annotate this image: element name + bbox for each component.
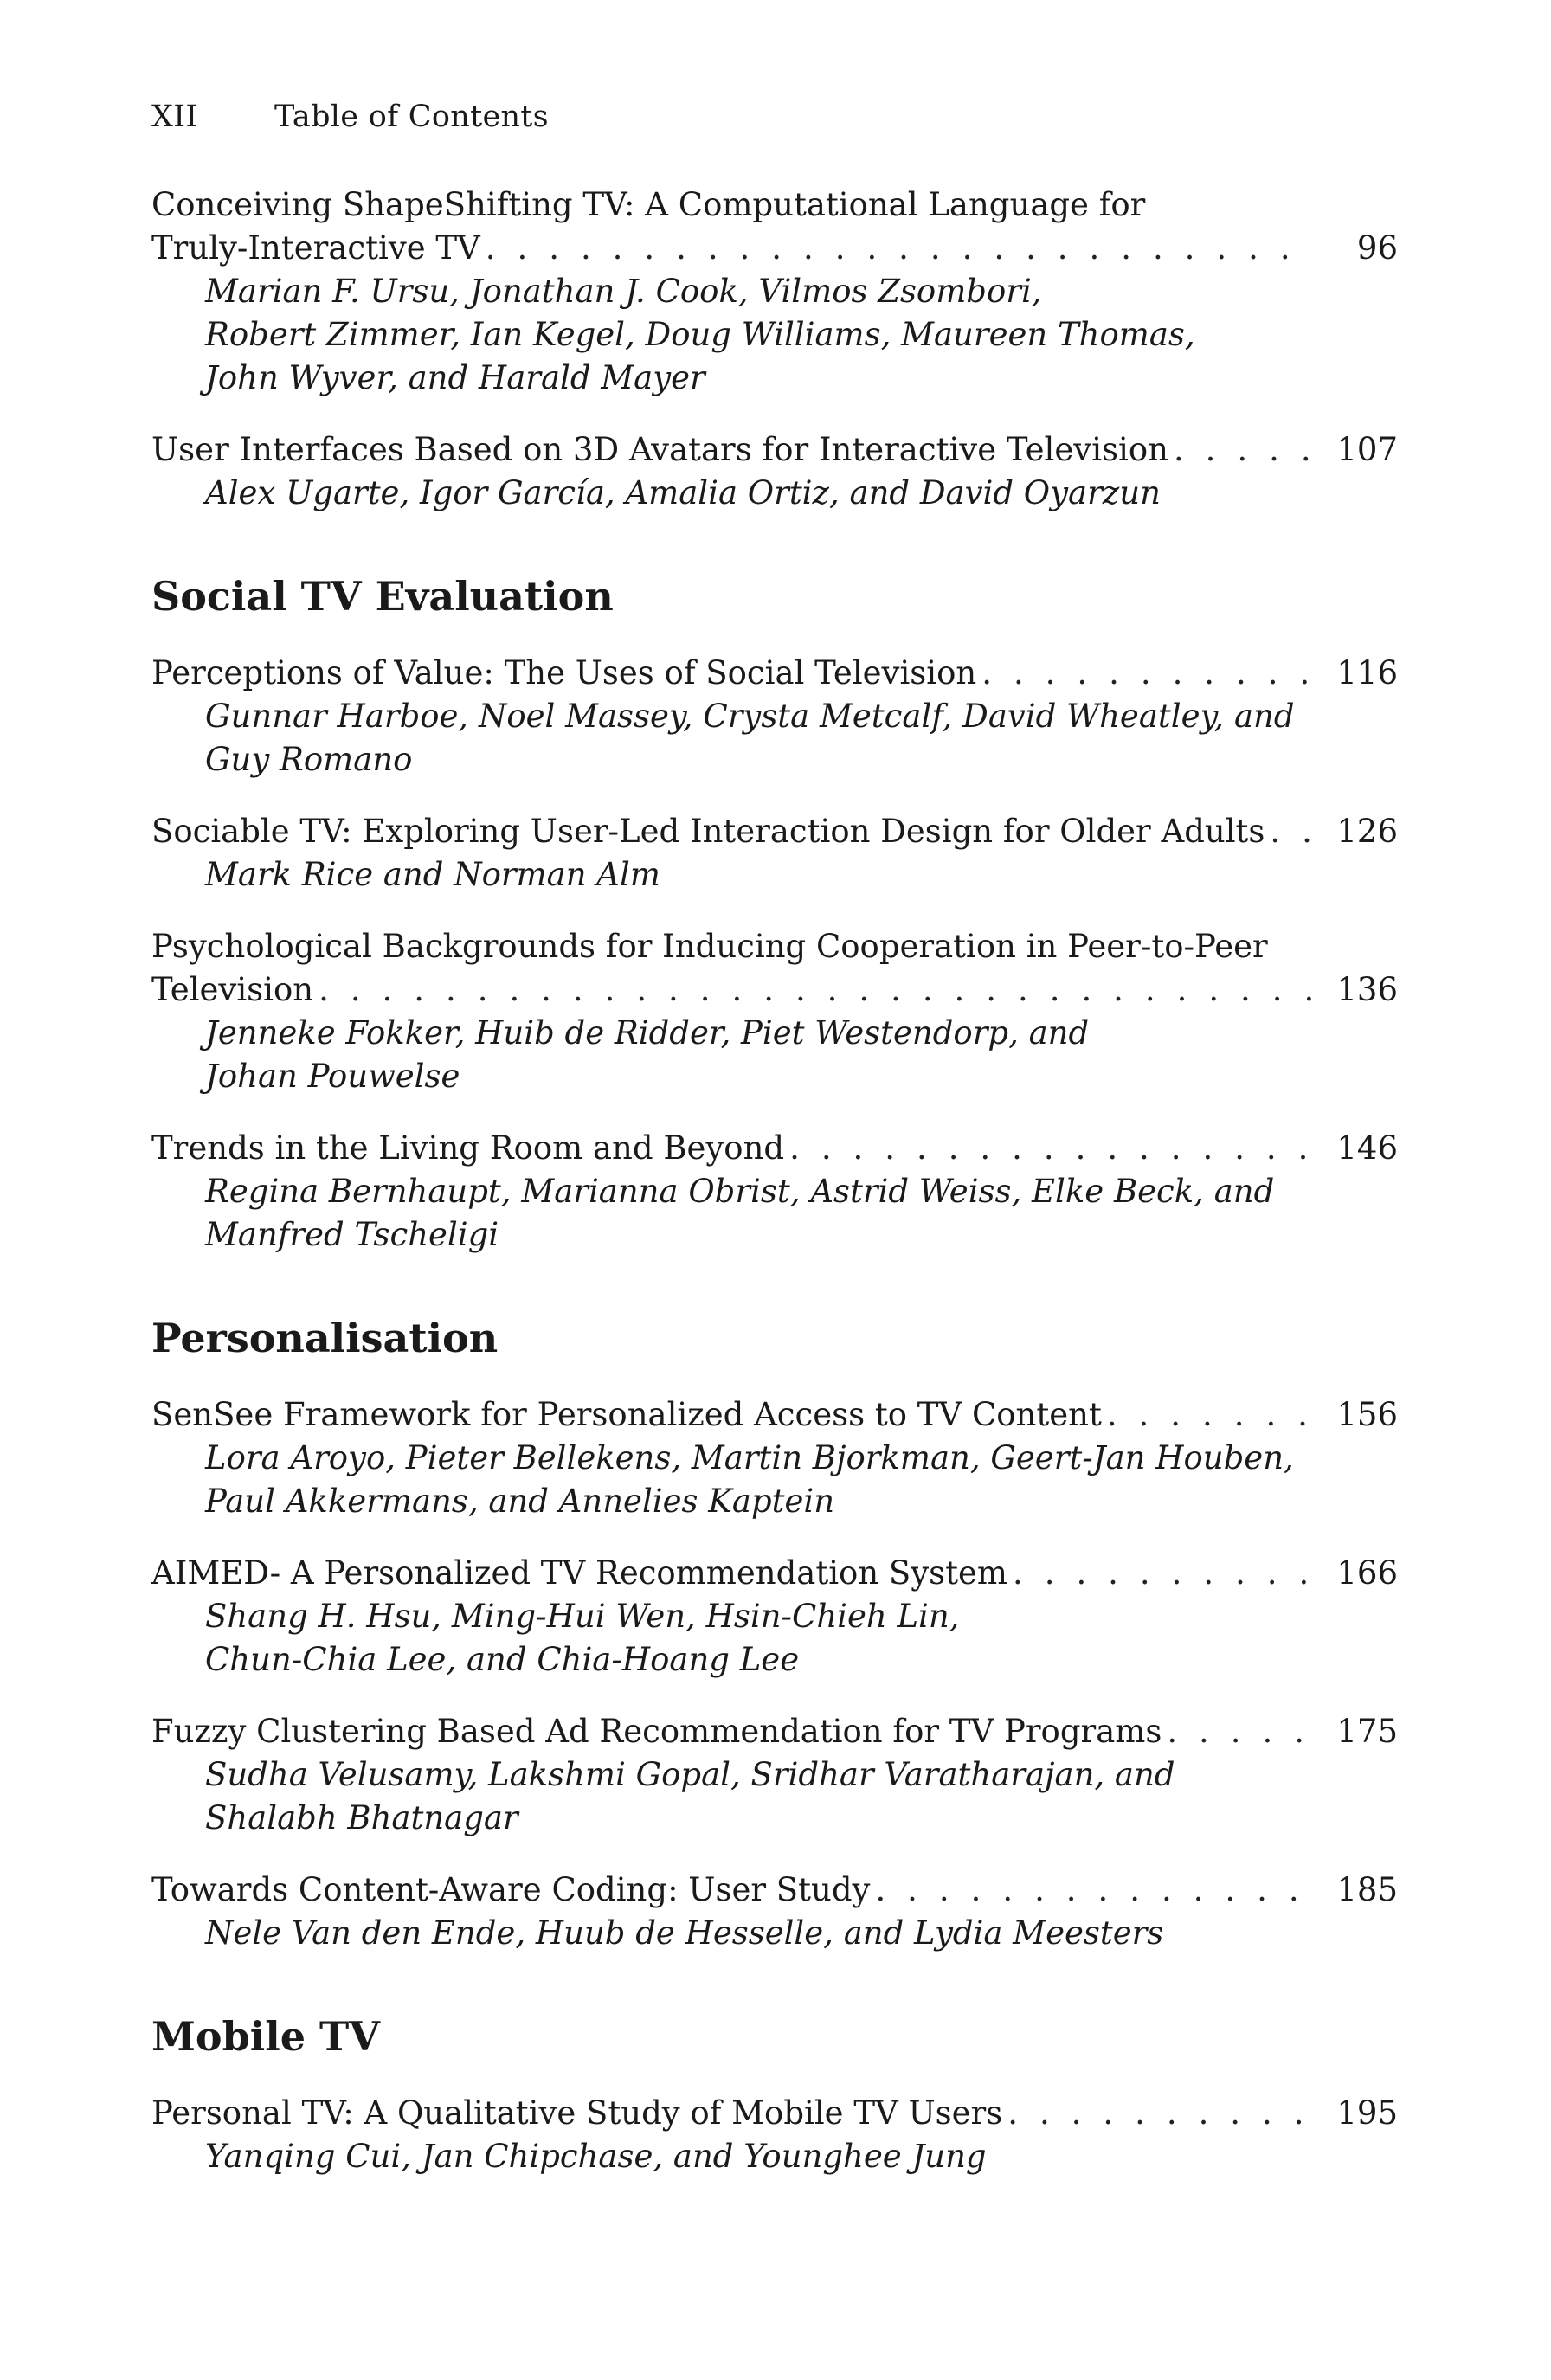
toc-entry[interactable] <box>151 1710 1398 1840</box>
entry-page-number: 166 <box>1336 1554 1398 1592</box>
toc-entry[interactable] <box>151 1127 1398 1257</box>
entry-title: Trends in the Living Room and Beyond <box>151 1129 785 1167</box>
dot-leader <box>1167 1710 1315 1753</box>
entry-title-line <box>151 227 1398 270</box>
entry-title: Psychological Backgrounds for Inducing Cooperation in Peer-to-Peer <box>151 928 1268 965</box>
entry-title-line <box>151 1552 1398 1595</box>
entry-title: Truly-Interactive TV <box>151 229 480 267</box>
toc-entry[interactable] <box>151 1393 1398 1523</box>
entry-title-line <box>151 925 1398 968</box>
entry-authors: Jenneke Fokker, Huib de Ridder, Piet Westendorp, and <box>205 1014 1090 1052</box>
section-heading: Mobile TV <box>151 2013 380 2060</box>
dot-leader <box>981 652 1315 695</box>
dot-leader <box>1270 810 1315 853</box>
entry-authors: John Wyver, and Harald Mayer <box>205 359 705 396</box>
entry-authors: Robert Zimmer, Ian Kegel, Doug Williams, Maureen Thomas, <box>205 316 1195 353</box>
entry-page-number: 116 <box>1336 654 1398 691</box>
toc-entry[interactable] <box>151 183 1398 400</box>
entry-page-number: 126 <box>1336 813 1398 850</box>
entry-title-line <box>151 1393 1398 1437</box>
entry-page-number: 185 <box>1336 1871 1398 1908</box>
section-heading: Personalisation <box>151 1315 499 1361</box>
entry-title: Conceiving ShapeShifting TV: A Computational Language for <box>151 186 1146 223</box>
toc-entry[interactable] <box>151 925 1398 1098</box>
entry-title-line <box>151 652 1398 695</box>
entry-authors: Gunnar Harboe, Noel Massey, Crysta Metcalf, David Wheatley, and <box>205 698 1295 735</box>
entry-page-number: 146 <box>1336 1129 1398 1167</box>
entry-title-line <box>151 2092 1398 2135</box>
entry-title: SenSee Framework for Personalized Access to TV Content <box>151 1396 1102 1433</box>
entry-title-line <box>151 1710 1398 1753</box>
running-header <box>151 97 549 137</box>
entry-authors: Johan Pouwelse <box>205 1058 460 1095</box>
entry-title: Television <box>151 971 314 1008</box>
entry-authors: Chun-Chia Lee, and Chia-Hoang Lee <box>205 1641 800 1678</box>
entry-title-line <box>151 428 1398 472</box>
entry-page-number: 107 <box>1336 431 1398 468</box>
dot-leader <box>875 1869 1315 1912</box>
entry-title: Perceptions of Value: The Uses of Social Television <box>151 654 977 691</box>
entry-authors: Yanqing Cui, Jan Chipchase, and Younghee Jung <box>205 2138 987 2175</box>
entry-authors: Marian F. Ursu, Jonathan J. Cook, Vilmos Zsombori, <box>205 273 1042 310</box>
entry-authors: Nele Van den Ende, Huub de Hesselle, and Lydia Meesters <box>205 1914 1164 1952</box>
entry-page-number: 195 <box>1336 2094 1398 2132</box>
entry-title: Personal TV: A Qualitative Study of Mobile TV Users <box>151 2094 1003 2132</box>
entry-title: Towards Content-Aware Coding: User Study <box>151 1871 871 1908</box>
dot-leader <box>1013 1552 1315 1595</box>
entry-authors: Shang H. Hsu, Ming-Hui Wen, Hsin-Chieh Lin, <box>205 1598 960 1635</box>
toc-list <box>151 183 1398 2207</box>
entry-authors: Regina Bernhaupt, Marianna Obrist, Astrid Weiss, Elke Beck, and <box>205 1173 1275 1210</box>
entry-title-line <box>151 810 1398 853</box>
entry-title-line <box>151 1127 1398 1170</box>
dot-leader <box>789 1127 1315 1170</box>
entry-authors: Paul Akkermans, and Annelies Kaptein <box>205 1483 835 1520</box>
entry-title-line <box>151 968 1398 1012</box>
toc-entry[interactable] <box>151 810 1398 897</box>
entry-page-number: 96 <box>1356 229 1398 267</box>
toc-entry[interactable] <box>151 428 1398 515</box>
toc-entry[interactable] <box>151 652 1398 782</box>
toc-entry[interactable] <box>151 2092 1398 2178</box>
entry-authors: Guy Romano <box>205 741 413 778</box>
entry-title: AIMED- A Personalized TV Recommendation System <box>151 1554 1008 1592</box>
toc-entry[interactable] <box>151 1869 1398 1955</box>
entry-authors: Sudha Velusamy, Lakshmi Gopal, Sridhar Varatharajan, and <box>205 1756 1175 1793</box>
entry-title-line <box>151 183 1398 227</box>
dot-leader <box>486 227 1315 270</box>
page-number: XII <box>151 100 198 134</box>
entry-title: User Interfaces Based on 3D Avatars for Interactive Television <box>151 431 1168 468</box>
running-title: Table of Contents <box>274 100 549 134</box>
entry-authors: Manfred Tscheligi <box>205 1216 499 1253</box>
entry-authors: Alex Ugarte, Igor García, Amalia Ortiz, and David Oyarzun <box>205 474 1161 511</box>
dot-leader <box>1007 2092 1315 2135</box>
entry-title: Sociable TV: Exploring User-Led Interaction Design for Older Adults <box>151 813 1265 850</box>
entry-page-number: 156 <box>1336 1396 1398 1433</box>
dot-leader <box>1107 1393 1315 1437</box>
entry-page-number: 136 <box>1336 971 1398 1008</box>
entry-authors: Mark Rice and Norman Alm <box>205 856 660 893</box>
entry-authors: Lora Aroyo, Pieter Bellekens, Martin Bjorkman, Geert-Jan Houben, <box>205 1439 1294 1476</box>
entry-title-line <box>151 1869 1398 1912</box>
dot-leader <box>319 968 1315 1012</box>
entry-authors: Shalabh Bhatnagar <box>205 1799 518 1836</box>
toc-entry[interactable] <box>151 1552 1398 1682</box>
entry-page-number: 175 <box>1336 1713 1398 1750</box>
entry-title: Fuzzy Clustering Based Ad Recommendation for TV Programs <box>151 1713 1162 1750</box>
dot-leader <box>1174 428 1315 472</box>
section-heading: Social TV Evaluation <box>151 573 614 620</box>
